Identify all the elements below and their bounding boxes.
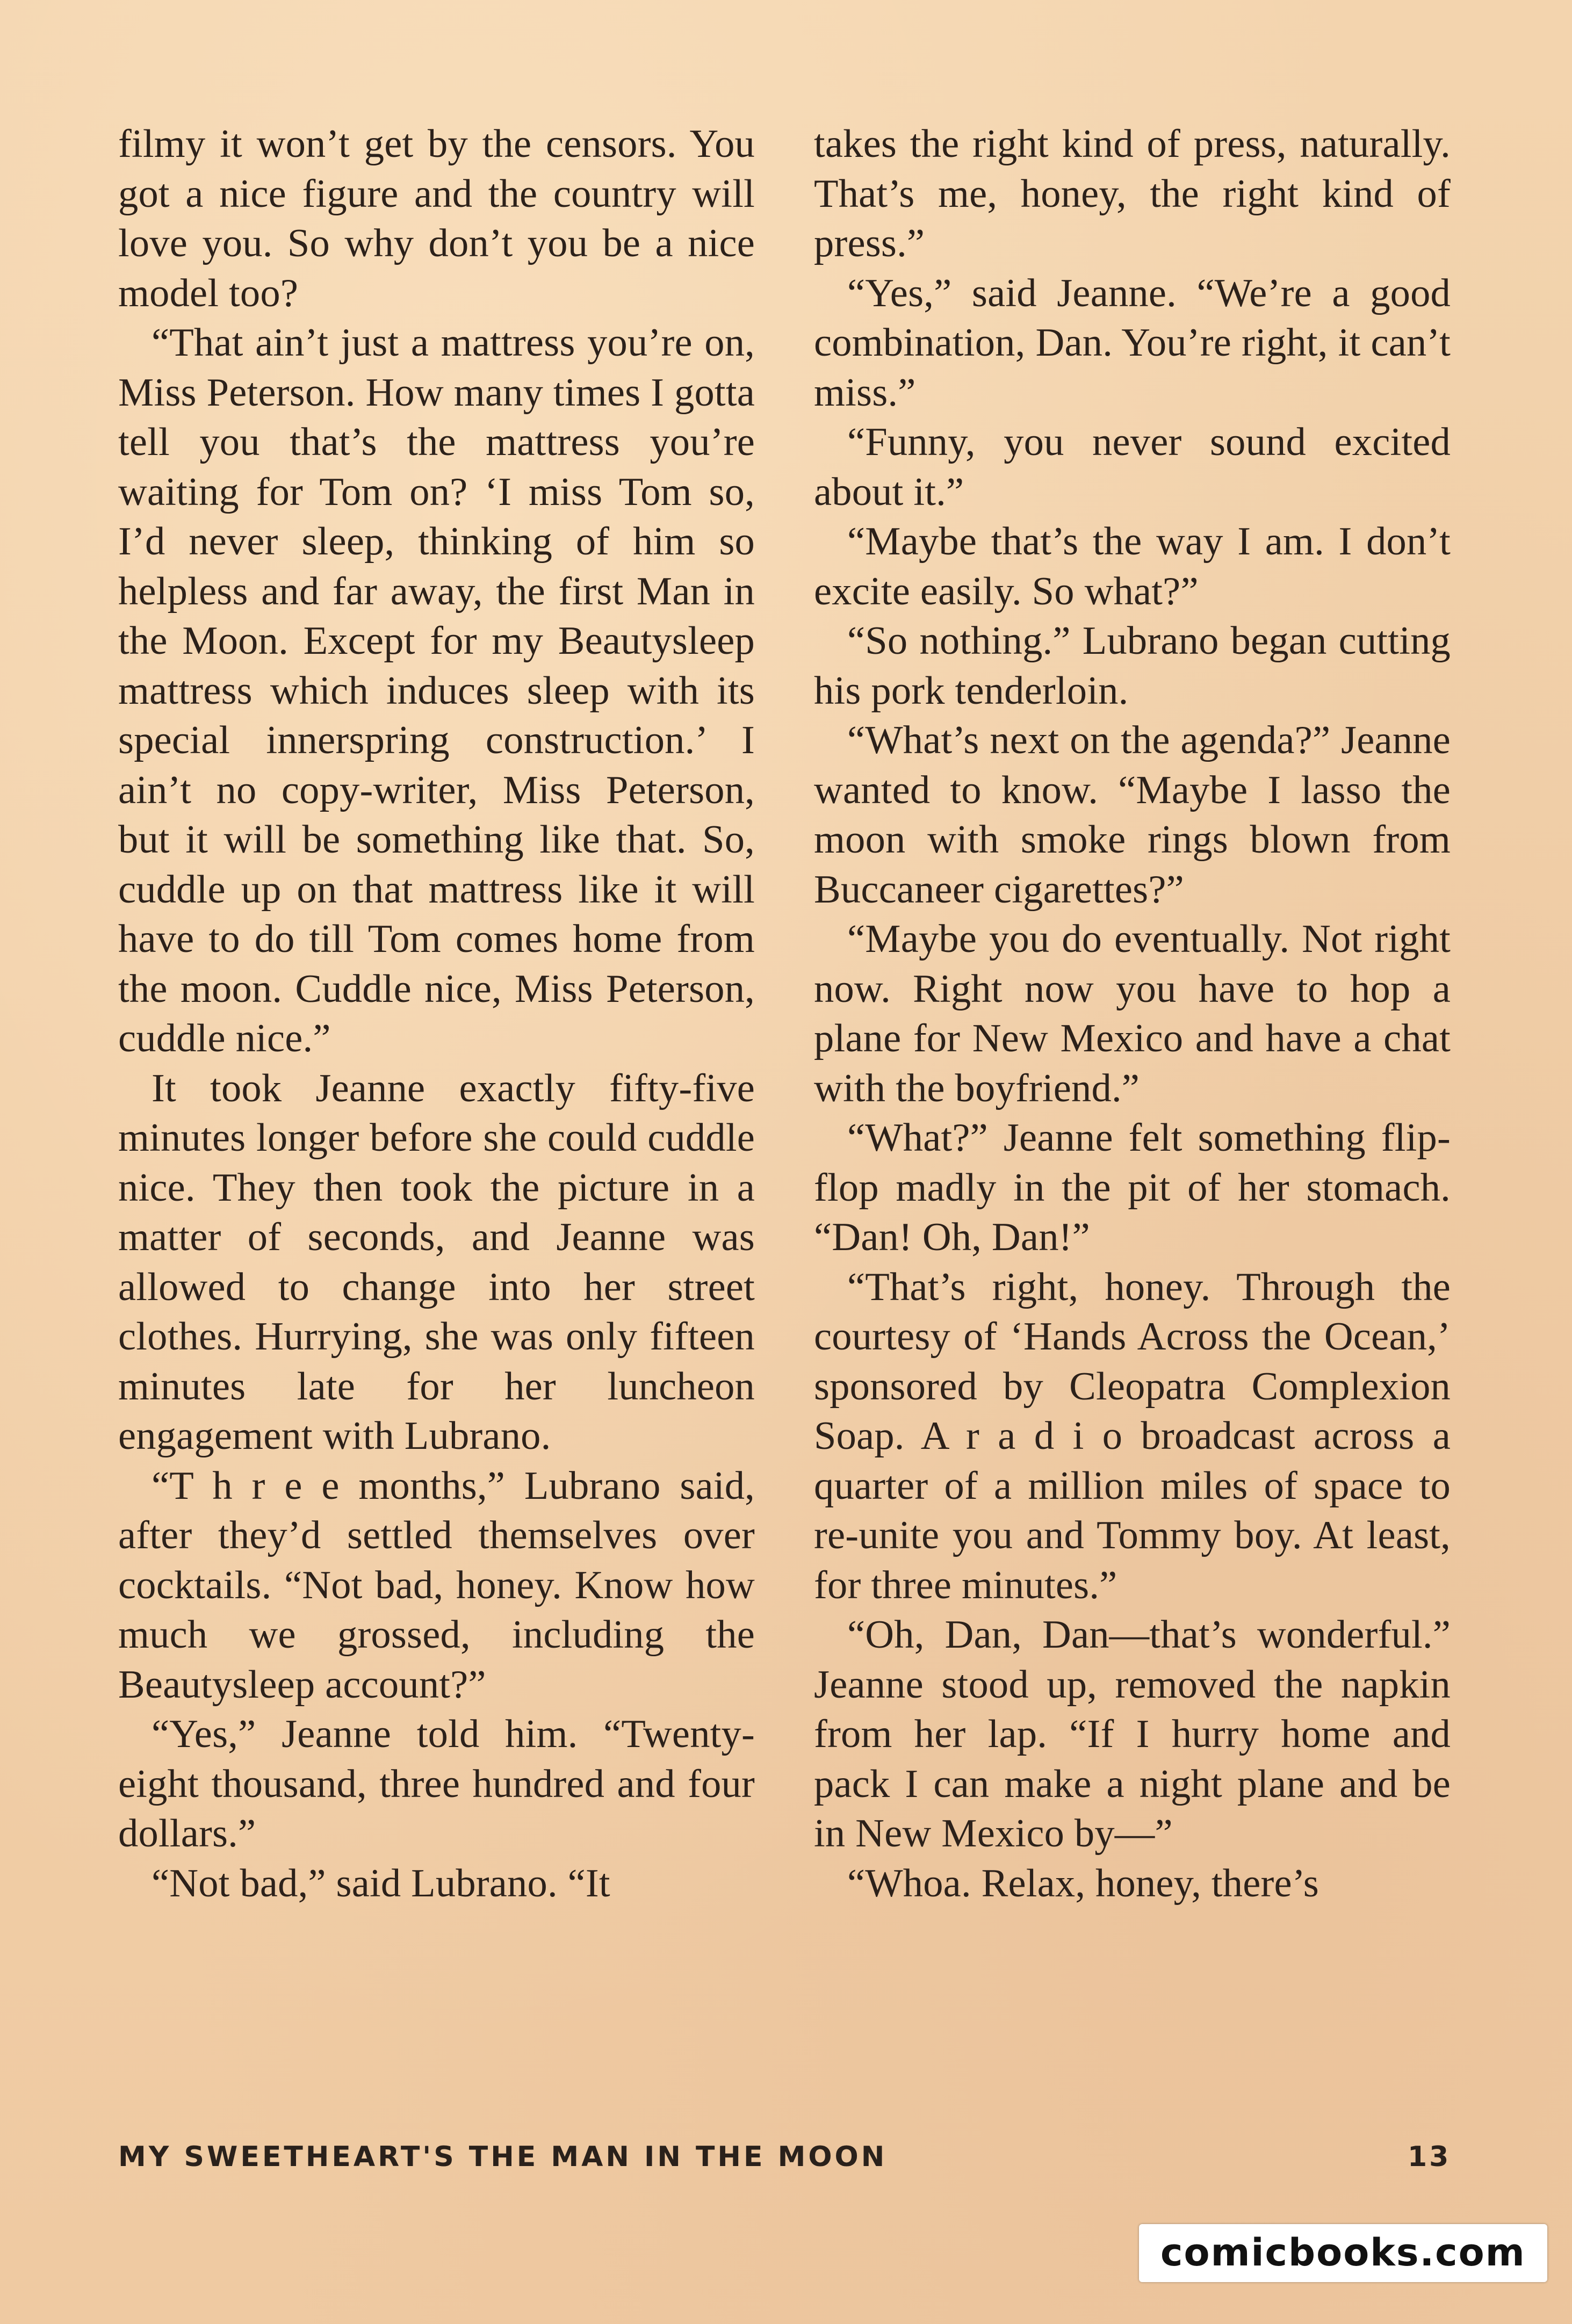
- paragraph: filmy it won’t get by the censors. You got a nice figure and the country will love you. So why don’t you be a nice model too?: [118, 122, 755, 315]
- right-text-column: [814, 119, 1451, 1908]
- left-text-column: [118, 119, 755, 1908]
- paragraph: “Whoa. Relax, honey, there’s: [847, 1861, 1319, 1906]
- paragraph: “So nothing.” Lubrano began cutting his pork tenderloin.: [814, 619, 1451, 713]
- paragraph: “Oh, Dan, Dan—that’s wonderful.” Jeanne stood up, removed the napkin from her lap. “If I hurry home and pack I can make a night plane and be in New Mexico by—”: [814, 1613, 1451, 1856]
- paragraph: “That’s right, honey. Through the courtesy of ‘Hands Across the Ocean,’ sponsored by Cleopatra Complexion Soap. A r a d i o broadcast across a quarter of a million miles of space to re-unite you and Tommy boy. At least, for three minutes.”: [814, 1265, 1451, 1607]
- paragraph: “Yes,” Jeanne told him. “Twenty-eight thousand, three hundred and four dollars.”: [118, 1712, 755, 1856]
- paragraph: “T h r e e months,” Lubrano said, after they’d settled themselves over cocktails. “Not bad, honey. Know how much we grossed, including the Beautysleep account?”: [118, 1463, 755, 1707]
- paragraph: takes the right kind of press, naturally. That’s me, honey, the right kind of press.”: [814, 122, 1451, 265]
- paragraph: It took Jeanne exactly fifty-five minutes longer before she could cuddle nice. They then took the picture in a matter of seconds, and Jeanne was allowed to change into her street clothes. Hurrying, she was only fifteen minutes late for her luncheon engagement with Lubrano.: [118, 1066, 755, 1458]
- paragraph: “Not bad,” said Lubrano. “It: [152, 1861, 610, 1906]
- paragraph: “What’s next on the agenda?” Jeanne wanted to know. “Maybe I lasso the moon with smoke rings blown from Buccaneer cigarettes?”: [814, 718, 1451, 912]
- paragraph: “That ain’t just a mattress you’re on, Miss Peterson. How many times I gotta tell you that’s the mattress you’re waiting for Tom on? ‘I miss Tom so, I’d never sleep, thinking of him so helpless and far away, the first Man in the Moon. Except for my Beautysleep mattress which induces sleep with its special innerspring construction.’ I ain’t no copy-writer, Miss Peterson, but it will be something like that. So, cuddle up on that mattress like it will have to do till Tom comes home from the moon. Cuddle nice, Miss Peterson, cuddle nice.”: [118, 321, 755, 1060]
- page-number: 13: [1408, 2141, 1451, 2173]
- paragraph: “Maybe you do eventually. Not right now. Right now you have to hop a plane for New Mexico and have a chat with the boyfriend.”: [814, 917, 1451, 1110]
- paragraph: “Funny, you never sound excited about it.”: [814, 420, 1451, 514]
- paragraph: “Maybe that’s the way I am. I don’t excite easily. So what?”: [814, 519, 1451, 614]
- paragraph: “Yes,” said Jeanne. “We’re a good combination, Dan. You’re right, it can’t miss.”: [814, 271, 1451, 415]
- site-watermark: comicbooks.com: [1139, 2224, 1547, 2282]
- paragraph: “What?” Jeanne felt something flip-flop madly in the pit of her stomach. “Dan! Oh, Dan!”: [814, 1116, 1451, 1259]
- running-title: MY SWEETHEART'S THE MAN IN THE MOON: [118, 2141, 888, 2173]
